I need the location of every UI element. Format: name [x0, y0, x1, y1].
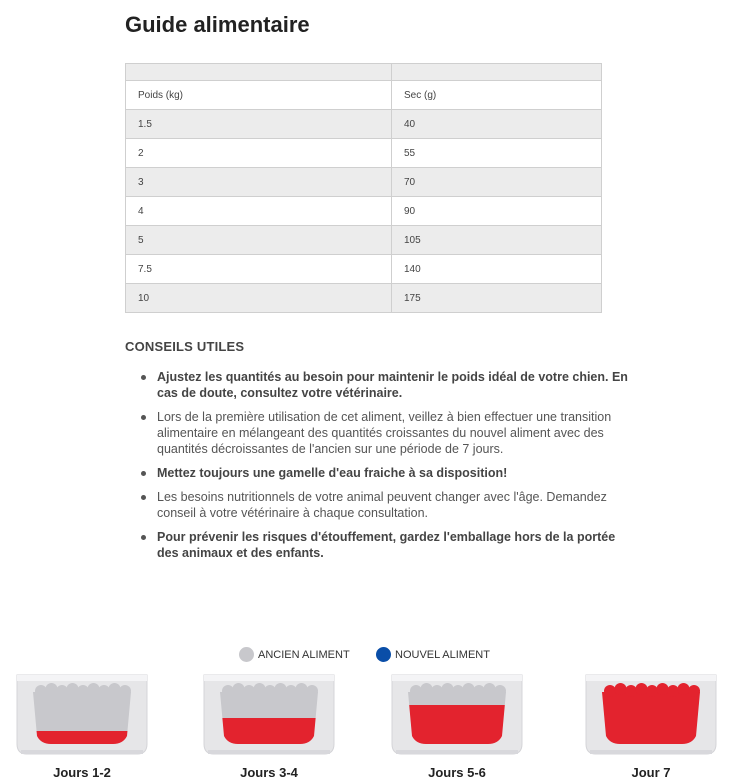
dry-amount-cell: 55 — [392, 139, 602, 168]
dry-amount-cell: 140 — [392, 255, 602, 284]
table-top-cell — [126, 64, 392, 81]
tip-item: Lors de la première utilisation de cet aliment, veillez à bien effectuer une transition alimentaire en mélangeant des quantités croissantes du nouvel aliment avec des quantités décroissantes de l'ancien sur une période de 7 jours. — [157, 409, 637, 457]
bowl-rim — [204, 675, 334, 681]
food-bowl — [202, 672, 336, 758]
new-food-portion — [602, 692, 700, 744]
new-food-portion — [220, 718, 318, 744]
table-row — [126, 197, 602, 226]
table-row — [126, 110, 602, 139]
bowl-base — [208, 750, 330, 754]
old-food-portion — [33, 692, 131, 731]
tips-list — [125, 369, 637, 569]
transition-day-label: Jour 7 — [631, 765, 671, 780]
weight-cell: 4 — [126, 197, 392, 226]
table-top-bar — [126, 64, 602, 81]
transition-day-label: Jours 5-6 — [428, 765, 486, 780]
tip-item: Pour prévenir les risques d'étouffement, gardez l'emballage hors de la portée des animaux et des enfants. — [157, 529, 637, 561]
food-bowl — [390, 672, 524, 758]
table-row — [126, 226, 602, 255]
bowl-base — [21, 750, 143, 754]
column-header-dry: Sec (g) — [392, 81, 602, 110]
legend-new-food — [376, 647, 490, 662]
dry-amount-cell: 90 — [392, 197, 602, 226]
weight-cell: 5 — [126, 226, 392, 255]
tip-item: Ajustez les quantités au besoin pour maintenir le poids idéal de votre chien. En cas de doute, consultez votre vétérinaire. — [157, 369, 637, 401]
table-row — [126, 168, 602, 197]
weight-cell: 3 — [126, 168, 392, 197]
food-legend — [0, 647, 732, 665]
bowl-rim — [392, 675, 522, 681]
bowl-base — [590, 750, 712, 754]
legend-old-dot — [239, 647, 254, 662]
tip-item: Mettez toujours une gamelle d'eau fraiche à sa disposition! — [157, 465, 637, 481]
table-top-cell — [392, 64, 602, 81]
dry-amount-cell: 70 — [392, 168, 602, 197]
table-row — [126, 139, 602, 168]
feeding-table — [125, 63, 602, 313]
dry-amount-cell: 40 — [392, 110, 602, 139]
weight-cell: 10 — [126, 284, 392, 313]
weight-cell: 7.5 — [126, 255, 392, 284]
legend-new-dot — [376, 647, 391, 662]
new-food-portion — [408, 705, 506, 744]
dry-amount-cell: 175 — [392, 284, 602, 313]
page-title: Guide alimentaire — [125, 12, 310, 37]
table-row — [126, 255, 602, 284]
legend-old-label: ANCIEN ALIMENT — [258, 648, 350, 661]
legend-old-food — [239, 647, 350, 662]
table-header-row — [126, 81, 602, 110]
food-bowl — [15, 672, 149, 758]
weight-cell: 2 — [126, 139, 392, 168]
weight-cell: 1.5 — [126, 110, 392, 139]
table-row — [126, 284, 602, 313]
tip-item: Les besoins nutritionnels de votre animal peuvent changer avec l'âge. Demandez conseil à votre vétérinaire à chaque consultation. — [157, 489, 637, 521]
food-bowl — [584, 672, 718, 758]
dry-amount-cell: 105 — [392, 226, 602, 255]
transition-day-label: Jours 3-4 — [240, 765, 298, 780]
legend-new-label: NOUVEL ALIMENT — [395, 648, 490, 661]
tips-title: CONSEILS UTILES — [125, 339, 245, 354]
bowl-rim — [586, 675, 716, 681]
transition-day-label: Jours 1-2 — [53, 765, 111, 780]
new-food-portion — [33, 731, 131, 744]
column-header-weight: Poids (kg) — [126, 81, 392, 110]
bowl-base — [396, 750, 518, 754]
bowl-rim — [17, 675, 147, 681]
